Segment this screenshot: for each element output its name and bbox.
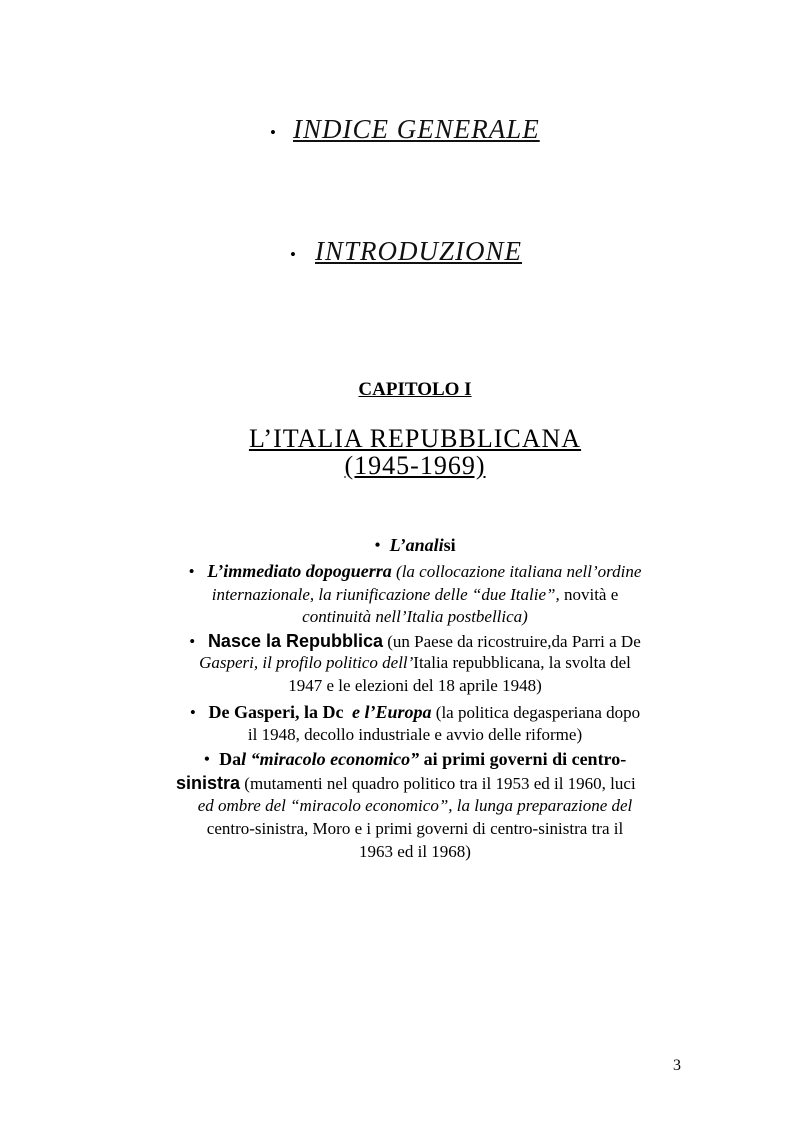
- bullet-icon: •: [203, 749, 220, 769]
- chapter-title-line1: L’ITALIA REPUBBLICANA: [248, 424, 582, 453]
- bullet-icon: •: [270, 123, 276, 142]
- bullet-icon: •: [290, 245, 296, 264]
- bullet-icon: •: [189, 632, 208, 651]
- toc-item4-line4: centro-sinistra, Moro e i primi governi di centro-sinistra tra il: [206, 819, 624, 838]
- toc-analisi[interactable]: • L’analisi: [374, 535, 456, 555]
- toc-item-immediato-dopoguerra[interactable]: • L’immediato dopoguerra (la collocazione italiana nell’ordine: [188, 561, 642, 581]
- chapter-label: CAPITOLO I: [358, 379, 472, 400]
- bullet-icon: •: [189, 703, 209, 722]
- page-number: 3: [673, 1057, 681, 1074]
- toc-item1-line2: internazionale, la riunificazione delle “due Italie”, novità e: [211, 585, 619, 604]
- toc-item2-line3: 1947 e le elezioni del 18 aprile 1948): [288, 676, 542, 695]
- toc-item1-line3: continuità nell’Italia postbellica): [302, 607, 528, 626]
- toc-item-miracolo-economico[interactable]: • Dal “miracolo economico” ai primi governi di centro-: [203, 749, 627, 769]
- introduzione-heading[interactable]: INTRODUZIONE: [315, 236, 523, 266]
- bullet-icon: •: [188, 562, 208, 581]
- toc-item2-line2: Gasperi, il profilo politico dell’Italia repubblicana, la svolta del: [199, 653, 631, 672]
- bullet-icon: •: [374, 535, 390, 555]
- indice-generale-heading[interactable]: INDICE GENERALE: [293, 114, 540, 144]
- toc-item4-line2: sinistra (mutamenti nel quadro politico tra il 1953 ed il 1960, luci: [176, 773, 636, 793]
- toc-item4-line3: ed ombre del “miracolo economico”, la lunga preparazione del: [197, 796, 633, 815]
- toc-item4-line5: 1963 ed il 1968): [359, 842, 471, 861]
- toc-item-nasce-repubblica[interactable]: • Nasce la Repubblica (un Paese da ricostruire,da Parri a De: [189, 631, 641, 651]
- toc-item-de-gasperi[interactable]: • De Gasperi, la Dc e l’Europa (la politica degasperiana dopo: [189, 702, 641, 722]
- toc-item3-line2: il 1948, decollo industriale e avvio delle riforme): [247, 725, 583, 744]
- chapter-title-line2: (1945-1969): [344, 451, 486, 480]
